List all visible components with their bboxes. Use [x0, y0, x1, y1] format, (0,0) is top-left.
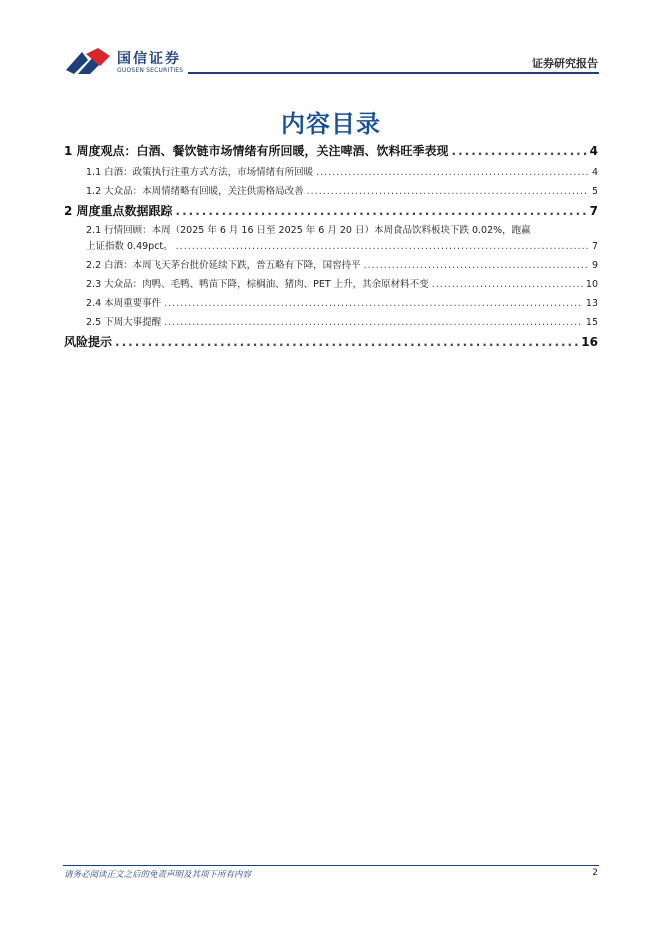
header-divider — [188, 72, 599, 74]
toc-entry-text: 2.5 下周大事提醒 — [86, 317, 162, 328]
toc-entry-page: 4 — [591, 167, 598, 178]
toc-leader-dots — [176, 201, 587, 221]
table-of-contents — [64, 141, 598, 352]
footer-divider — [63, 865, 599, 866]
toc-entry-text: 2.3 大众品：肉鸭、毛鸭、鸭苗下降，棕榈油、猪肉、PET 上升，其余原材料不变 — [86, 279, 429, 290]
toc-entry-text: 1 周度观点：白酒、餐饮链市场情绪有所回暖，关注啤酒、饮料旺季表现 — [64, 144, 449, 158]
toc-entry-page: 5 — [591, 186, 598, 197]
toc-leader-dots — [432, 275, 583, 294]
toc-entry-2-2[interactable] — [64, 256, 598, 275]
toc-entry-2[interactable] — [64, 201, 598, 221]
logo-chinese-name: 国信证券 — [117, 51, 181, 67]
page-number: 2 — [592, 868, 598, 878]
toc-entry-2-5[interactable] — [64, 313, 598, 332]
guosen-logo-icon — [64, 46, 112, 76]
toc-entry-text: 2.2 白酒：本周飞天茅台批价延续下跌，普五略有下降，国窖持平 — [86, 260, 361, 271]
toc-entry-risk[interactable] — [64, 332, 598, 352]
toc-entry-text-continued: 上证指数 0.49pct。 — [86, 241, 173, 252]
toc-leader-dots — [176, 239, 589, 255]
toc-entry-page: 13 — [585, 298, 598, 309]
toc-entry-page: 16 — [581, 335, 598, 349]
toc-entry-page: 4 — [589, 144, 598, 158]
toc-leader-dots — [364, 256, 589, 275]
toc-leader-dots — [115, 332, 578, 352]
toc-entry-1-2[interactable] — [64, 182, 598, 201]
toc-leader-dots — [164, 294, 583, 313]
logo-english-name: GUOSEN SECURITIES — [117, 67, 184, 74]
toc-leader-dots — [316, 163, 589, 182]
toc-entry-text: 1.1 白酒：政策执行注重方式方法，市场情绪有所回暖 — [86, 167, 314, 178]
footer-disclaimer: 请务必阅读正文之后的免责声明及其项下所有内容 — [64, 870, 252, 880]
toc-leader-dots — [307, 182, 589, 201]
toc-entry-text: 2 周度重点数据跟踪 — [64, 204, 173, 218]
toc-entry-page: 7 — [591, 241, 598, 252]
toc-leader-dots — [164, 313, 583, 332]
toc-entry-2-1[interactable] — [64, 223, 598, 256]
toc-entry-1[interactable] — [64, 141, 598, 161]
toc-entry-page: 7 — [589, 204, 598, 218]
toc-title: 内容目录 — [281, 110, 381, 138]
report-type-label: 证券研究报告 — [532, 57, 598, 70]
toc-entry-page: 15 — [585, 317, 598, 328]
toc-entry-page: 9 — [591, 260, 598, 271]
toc-leader-dots — [452, 141, 587, 161]
toc-entry-text: 1.2 大众品：本周情绪略有回暖，关注供需格局改善 — [86, 186, 304, 197]
toc-entry-2-3[interactable] — [64, 275, 598, 294]
toc-entry-text: 2.1 行情回顾：本周（2025 年 6 月 16 日至 2025 年 6 月 20 日）本周食品饮料板块下跌 0.02%，跑赢 — [86, 225, 531, 236]
toc-entry-text: 风险提示 — [64, 335, 113, 349]
toc-entry-text: 2.4 本周重要事件 — [86, 298, 162, 309]
toc-entry-page: 10 — [585, 279, 598, 290]
page-header — [0, 0, 662, 80]
toc-entry-2-4[interactable] — [64, 294, 598, 313]
toc-entry-1-1[interactable] — [64, 163, 598, 182]
